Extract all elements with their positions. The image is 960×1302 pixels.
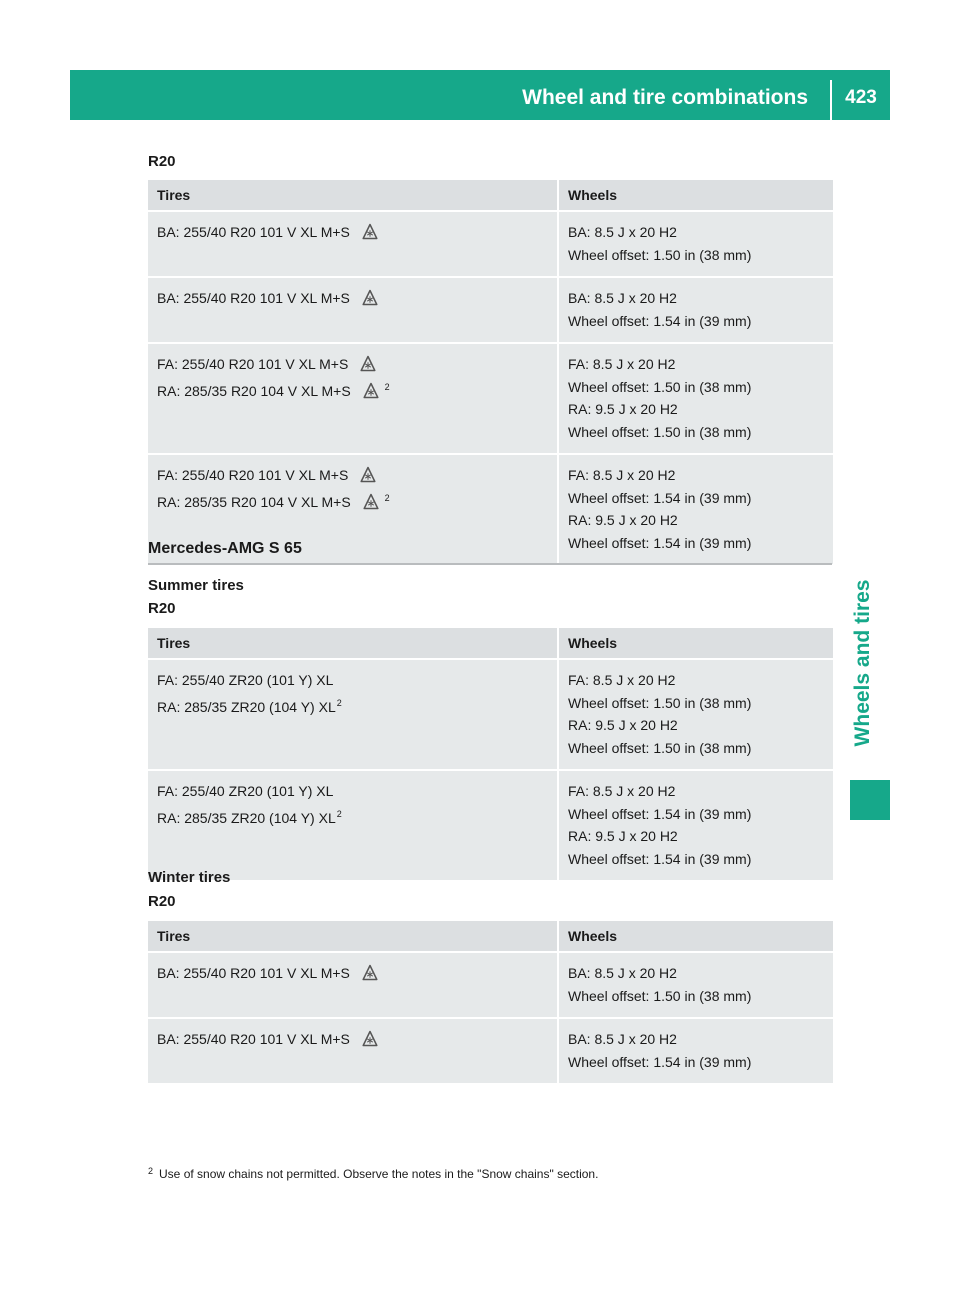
wheel-spec-line: Wheel offset: 1.50 in (38 mm) — [568, 694, 752, 711]
tire-spec-text: RA: 285/35 R20 104 V XL M+S — [157, 382, 351, 399]
wheel-spec-line: RA: 9.5 J x 20 H2 — [568, 512, 678, 528]
tire-spec-line — [157, 376, 548, 403]
wheel-spec-line: Wheel offset: 1.50 in (38 mm) — [568, 423, 752, 440]
tire-wheel-table — [148, 180, 833, 564]
wheel-spec-line: RA: 9.5 J x 20 H2 — [568, 717, 678, 733]
tire-spec-line — [157, 962, 548, 985]
snowflake-mountain-icon — [360, 466, 376, 483]
wheel-spec-line: RA: 9.5 J x 20 H2 — [568, 828, 678, 844]
tire-spec-line — [157, 780, 548, 803]
tire-spec-text: RA: 285/35 ZR20 (104 Y) XL — [157, 698, 336, 715]
table-row — [148, 344, 833, 455]
rim-size-label: R20 — [148, 600, 176, 617]
tire-spec-line — [157, 464, 548, 487]
side-thumb-tab — [850, 780, 890, 820]
wheel-spec-line: Wheel offset: 1.54 in (39 mm) — [568, 312, 752, 329]
tire-spec-cell — [148, 344, 559, 455]
wheels-column-header: Wheels — [559, 628, 833, 660]
wheel-spec-cell — [559, 455, 833, 564]
table-row — [148, 660, 833, 771]
snowflake-mountain-icon — [362, 1030, 378, 1047]
tire-spec-line — [157, 487, 548, 514]
wheel-spec-line: Wheel offset: 1.54 in (39 mm) — [568, 805, 752, 822]
wheel-spec-cell — [559, 953, 833, 1019]
table-row — [148, 771, 833, 880]
tire-spec-line — [157, 287, 548, 310]
snowflake-mountain-icon — [362, 964, 378, 981]
tire-spec-text: BA: 255/40 R20 101 V XL M+S — [157, 224, 350, 240]
wheel-spec-line: FA: 8.5 J x 20 H2 — [568, 672, 676, 688]
wheels-column-header: Wheels — [559, 921, 833, 953]
rim-size-label: R20 — [148, 153, 176, 170]
wheel-spec-line: BA: 8.5 J x 20 H2 — [568, 224, 677, 240]
tire-spec-text: FA: 255/40 R20 101 V XL M+S — [157, 356, 349, 372]
wheel-spec-line: BA: 8.5 J x 20 H2 — [568, 1031, 677, 1047]
wheel-spec-line: Wheel offset: 1.54 in (39 mm) — [568, 534, 752, 551]
header-title: Wheel and tire combinations — [522, 86, 808, 109]
wheels-column-header: Wheels — [559, 180, 833, 212]
tire-spec-text: BA: 255/40 R20 101 V XL M+S — [157, 1031, 350, 1047]
footnote — [148, 1166, 598, 1181]
wheel-spec-cell — [559, 660, 833, 771]
tire-spec-text: FA: 255/40 ZR20 (101 Y) XL — [157, 672, 334, 688]
tire-spec-cell — [148, 1019, 559, 1083]
snowflake-mountain-icon — [363, 382, 379, 399]
footnote-reference: 2 — [336, 697, 342, 708]
side-section-label — [835, 560, 890, 765]
rim-size-label: R20 — [148, 893, 176, 910]
snowflake-mountain-icon — [362, 223, 378, 240]
wheel-spec-cell — [559, 771, 833, 880]
snowflake-mountain-icon — [362, 289, 378, 306]
page-header — [70, 70, 890, 120]
tire-spec-line — [157, 221, 548, 244]
tire-spec-text: FA: 255/40 R20 101 V XL M+S — [157, 467, 349, 483]
wheel-spec-cell — [559, 278, 833, 344]
page-number: 423 — [845, 87, 877, 108]
summer-tire-wheel-table — [148, 628, 833, 880]
tire-spec-cell — [148, 771, 559, 880]
tire-spec-line — [157, 669, 548, 692]
winter-tire-wheel-table — [148, 921, 833, 1083]
wheel-spec-line: Wheel offset: 1.50 in (38 mm) — [568, 378, 752, 395]
section-divider — [148, 563, 832, 565]
wheel-spec-cell — [559, 1019, 833, 1083]
footnote-reference: 2 — [384, 492, 390, 503]
wheel-spec-line: RA: 9.5 J x 20 H2 — [568, 401, 678, 417]
footnote-reference: 2 — [336, 808, 342, 819]
snowflake-mountain-icon — [360, 355, 376, 372]
wheel-spec-line: BA: 8.5 J x 20 H2 — [568, 290, 677, 306]
table-row — [148, 953, 833, 1019]
footnote-marker: 2 — [148, 1166, 154, 1176]
wheel-spec-line: FA: 8.5 J x 20 H2 — [568, 783, 676, 799]
wheel-spec-line: FA: 8.5 J x 20 H2 — [568, 467, 676, 483]
side-section-text: Wheels and tires — [850, 579, 874, 746]
tire-spec-line — [157, 353, 548, 376]
wheel-spec-line: FA: 8.5 J x 20 H2 — [568, 356, 676, 372]
wheel-spec-line: Wheel offset: 1.54 in (39 mm) — [568, 489, 752, 506]
tire-spec-cell — [148, 212, 559, 278]
footnote-reference: 2 — [384, 381, 390, 392]
tire-spec-text: BA: 255/40 R20 101 V XL M+S — [157, 290, 350, 306]
table-row — [148, 278, 833, 344]
tire-spec-line — [157, 803, 548, 830]
tire-spec-text: BA: 255/40 R20 101 V XL M+S — [157, 965, 350, 981]
wheel-spec-line: Wheel offset: 1.50 in (38 mm) — [568, 987, 752, 1004]
snowflake-mountain-icon — [363, 493, 379, 510]
wheel-spec-line: BA: 8.5 J x 20 H2 — [568, 965, 677, 981]
tire-spec-text: RA: 285/35 ZR20 (104 Y) XL — [157, 809, 336, 826]
table-row — [148, 212, 833, 278]
tire-spec-cell — [148, 953, 559, 1019]
tires-column-header: Tires — [148, 921, 559, 953]
tire-spec-line — [157, 1028, 548, 1051]
tire-spec-text: FA: 255/40 ZR20 (101 Y) XL — [157, 783, 334, 799]
footnote-text: Use of snow chains not permitted. Observe the notes in the "Snow chains" section. — [159, 1167, 599, 1181]
tires-column-header: Tires — [148, 628, 559, 660]
wheel-spec-line: Wheel offset: 1.54 in (39 mm) — [568, 850, 752, 867]
tire-spec-cell — [148, 660, 559, 771]
wheel-spec-line: Wheel offset: 1.54 in (39 mm) — [568, 1053, 752, 1070]
section-title: Mercedes-AMG S 65 — [148, 540, 302, 557]
wheel-spec-cell — [559, 344, 833, 455]
wheel-spec-cell — [559, 212, 833, 278]
tire-spec-cell — [148, 278, 559, 344]
tire-spec-line — [157, 692, 548, 719]
wheel-spec-line: Wheel offset: 1.50 in (38 mm) — [568, 246, 752, 263]
winter-tires-heading: Winter tires — [148, 869, 231, 886]
wheel-spec-line: Wheel offset: 1.50 in (38 mm) — [568, 739, 752, 756]
tires-column-header: Tires — [148, 180, 559, 212]
table-row — [148, 1019, 833, 1083]
tire-spec-text: RA: 285/35 R20 104 V XL M+S — [157, 493, 351, 510]
summer-tires-heading: Summer tires — [148, 577, 244, 594]
